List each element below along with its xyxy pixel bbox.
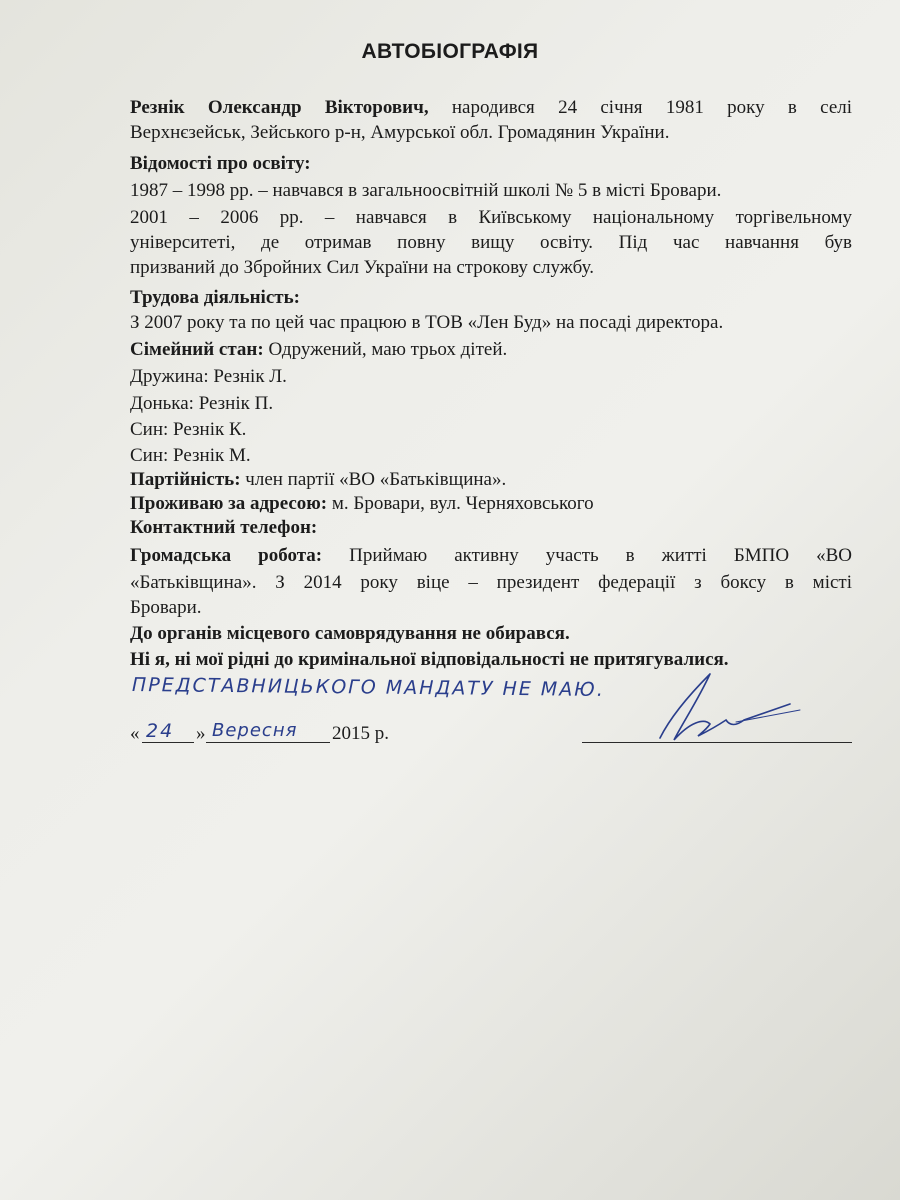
party-text: член партії «ВО «Батьківщина». xyxy=(240,469,507,490)
address-heading: Проживаю за адресою: xyxy=(130,493,328,514)
family-member-son-1: Син: Резнік К. xyxy=(130,419,247,440)
date-open-quote: « xyxy=(130,723,140,744)
public-work-line-3: Бровари. xyxy=(130,597,202,618)
handwritten-note: ПРЕДСТАВНИЦЬКОГО МАНДАТУ НЕ МАЮ. xyxy=(131,674,605,701)
education-item-1: 1987 – 1998 рр. – навчався в загальноосвітній школі № 5 в місті Бровари. xyxy=(130,180,722,201)
family-member-daughter: Донька: Резнік П. xyxy=(130,393,274,414)
family-member-son-2: Син: Резнік М. xyxy=(130,445,251,466)
party-line xyxy=(130,468,852,492)
intro-line-1 xyxy=(130,96,852,120)
work-heading: Трудова діяльність: xyxy=(130,287,300,308)
public-work-line-1 xyxy=(130,544,852,568)
date-day: 24 xyxy=(146,720,175,742)
phone-line xyxy=(130,516,852,540)
work-heading-line xyxy=(130,286,852,310)
public-work-line-2: «Батьківщина». З 2014 року віце – президент федерації з боксу в місті xyxy=(130,572,852,593)
education-item-2-line-3: призваний до Збройних Сил України на строкову службу. xyxy=(130,257,594,278)
person-name: Резнік Олександр Вікторович, xyxy=(130,97,429,118)
date-year: 2015 р. xyxy=(332,723,389,744)
public-work-heading: Громадська робота: xyxy=(130,545,323,566)
family-heading: Сімейний стан: xyxy=(130,339,264,360)
date-month: Вересня xyxy=(212,720,298,741)
education-heading-line xyxy=(130,152,852,176)
address-line xyxy=(130,492,852,516)
education-item-2-line-1: 2001 – 2006 рр. – навчався в Київському національному торгівельному xyxy=(130,207,852,228)
statement-self-government-text: До органів місцевого самоврядування не обирався. xyxy=(130,623,570,644)
family-member-wife: Дружина: Резнік Л. xyxy=(130,366,287,387)
party-heading: Партійність: xyxy=(130,469,241,490)
statement-criminal-text: Ні я, ні мої рідні до кримінальної відповідальності не притягувалися. xyxy=(130,649,729,670)
signature xyxy=(640,660,810,750)
intro-line-2: Верхнєзейськ, Зейського р-н, Амурської обл. Громадянин України. xyxy=(130,122,670,143)
document-title: АВТОБІОГРАФІЯ xyxy=(361,40,539,63)
birth-info: народився 24 січня 1981 року в селі xyxy=(428,97,853,118)
education-heading: Відомості про освіту: xyxy=(130,153,311,174)
public-work-text: Приймаю активну участь в житті БМПО «ВО xyxy=(322,545,852,566)
family-text: Одружений, маю трьох дітей. xyxy=(263,339,508,360)
work-text: З 2007 року та по цей час працюю в ТОВ «Лен Буд» на посаді директора. xyxy=(130,312,724,333)
family-line xyxy=(130,338,852,362)
education-item-2-line-2: університеті, де отримав повну вищу освіту. Під час навчання був xyxy=(130,232,852,253)
date-month-underline xyxy=(206,742,330,743)
address-text: м. Бровари, вул. Черняховського xyxy=(327,493,594,514)
date-day-underline xyxy=(142,742,194,743)
statement-self-government xyxy=(130,622,852,646)
date-close-quote: » xyxy=(196,723,206,744)
phone-heading: Контактний телефон: xyxy=(130,517,318,538)
